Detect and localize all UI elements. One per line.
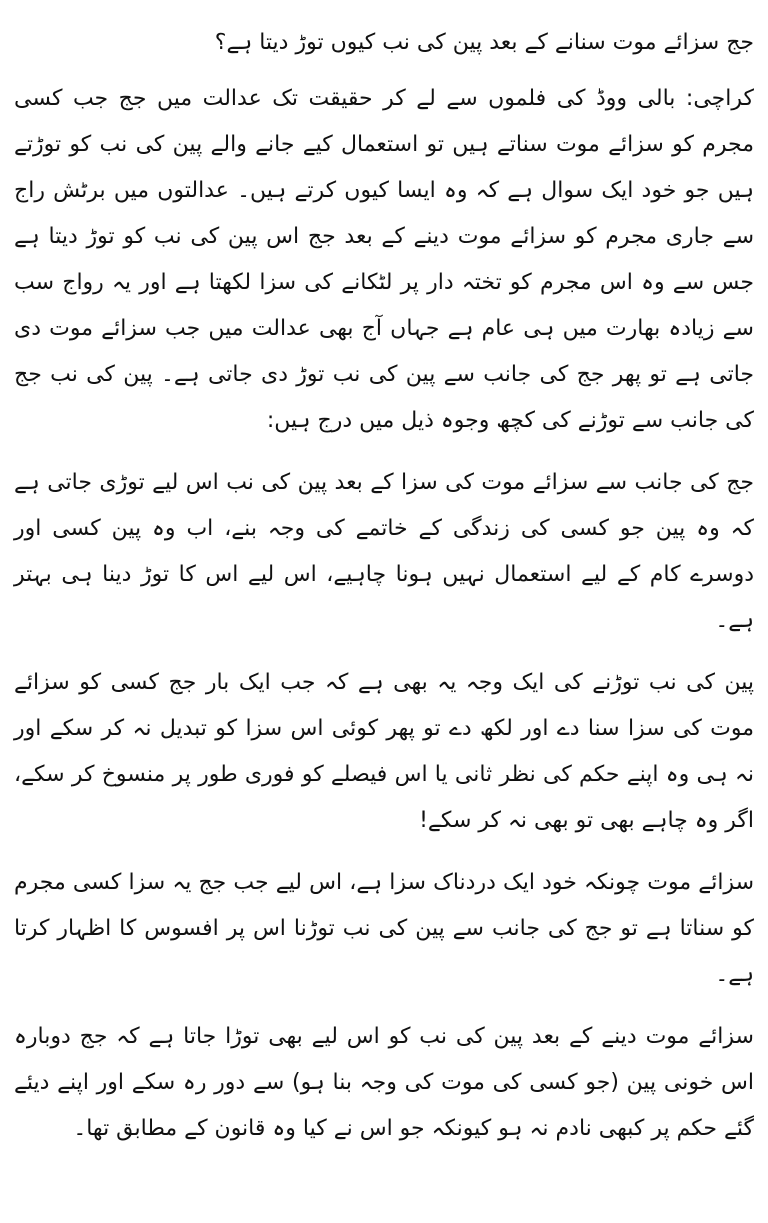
paragraph-intro: کراچی: بالی ووڈ کی فلموں سے لے کر حقیقت تک عدالت میں جج جب کسی مجرم کو سزائے موت سناتے ہیں تو استعمال کیے جانے والے پین کی نب کو توڑتے ہیں جو خود ایک سوال ہے کہ وہ ایسا کیوں کرتے ہیں۔ عدالتوں میں برٹش راج سے جاری مجرم کو سزائے موت دینے کے بعد جج اس پین کی نب کو توڑ دیتا ہے جس سے وہ اس مجرم کو تختہ دار پر لٹکانے کی سزا لکھتا ہے اور یہ رواج سب سے زیادہ بھارت میں ہی عام ہے جہاں آج بھی عدالت میں جب سزائے موت دی جاتی ہے تو پھر جج کی جانب سے پین کی نب توڑ دی جاتی ہے۔ پین کی نب جج کی جانب سے توڑنے کی کچھ وجوہ ذیل میں درج ہیں: xyxy=(14,86,754,433)
headline: جج سزائے موت سنانے کے بعد پین کی نب کیوں توڑ دیتا ہے؟ xyxy=(214,30,754,55)
paragraph-reason-4: سزائے موت دینے کے بعد پین کی نب کو اس لیے بھی توڑا جاتا ہے کہ جج دوبارہ اس خونی پین (جو کسی کی موت کی وجہ بنا ہو) سے دور رہ سکے اور اپنے دیئے گئے حکم پر کبھی نادم نہ ہو کیونکہ جو اس نے کیا وہ قانون کے مطابق تھا۔ xyxy=(14,1024,754,1141)
paragraph-reason-2: پین کی نب توڑنے کی ایک وجہ یہ بھی ہے کہ جب ایک بار جج کسی کو سزائے موت کی سزا سنا دے اور لکھ دے تو پھر کوئی اس سزا کو تبدیل نہ کر سکے اور نہ ہی وہ اپنے حکم کی نظر ثانی یا اس فیصلے کو فوری طور پر منسوخ کر سکے، اگر وہ چاہے بھی تو بھی نہ کر سکے! xyxy=(14,670,754,833)
article xyxy=(14,20,754,1168)
paragraph-reason-1: جج کی جانب سے سزائے موت کی سزا کے بعد پین کی نب اس لیے توڑی جاتی ہے کہ وہ پین جو کسی کی زندگی کے خاتمے کی وجہ بنے، اب وہ پین کسی اور دوسرے کام کے لیے استعمال نہیں ہونا چاہیے، اس لیے اس کا توڑ دینا ہی بہتر ہے۔ xyxy=(14,470,754,633)
paragraph-reason-3: سزائے موت چونکہ خود ایک دردناک سزا ہے، اس لیے جب جج یہ سزا کسی مجرم کو سناتا ہے تو جج کی جانب سے پین کی نب توڑنا اس پر افسوس کا اظہار کرتا ہے۔ xyxy=(14,870,754,987)
